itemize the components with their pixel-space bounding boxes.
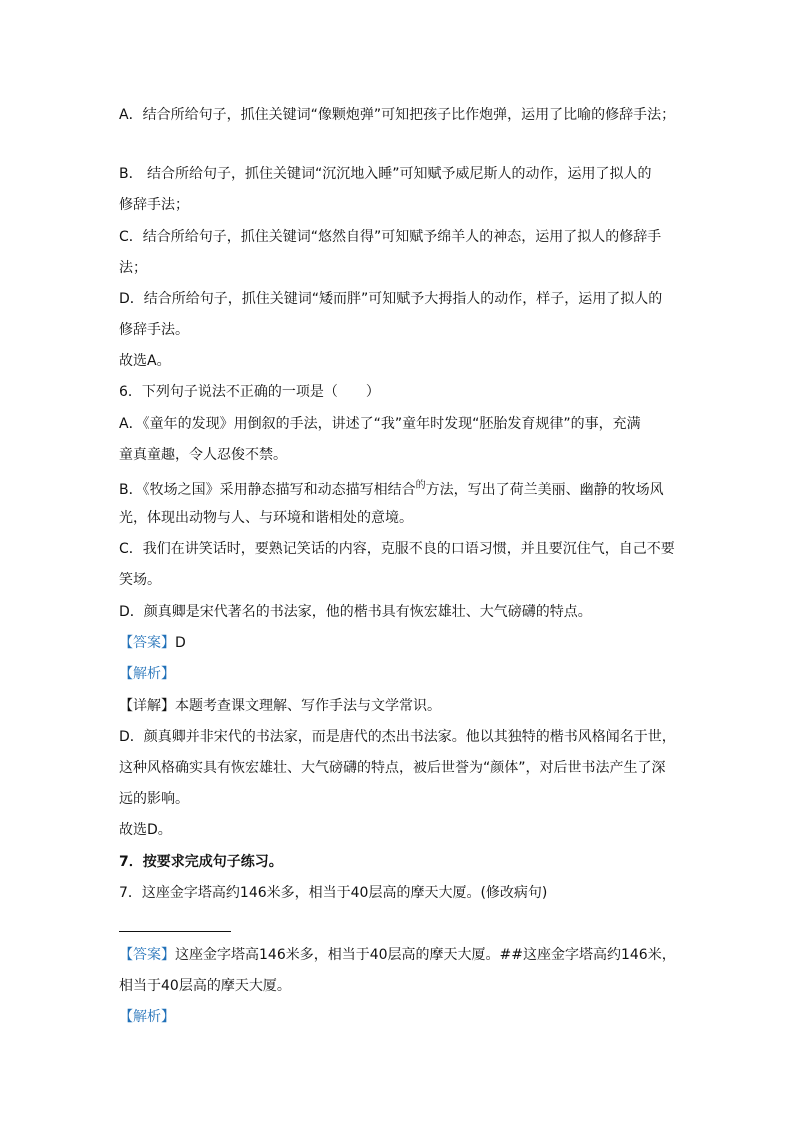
prev-option-c: C．结合所给句子，抓住关键词“悠然自得”可知赋予绵羊人的神态，运用了拟人的修辞手 (119, 229, 662, 245)
answer-value: 这座金字塔高146米多，相当于40层高的摩天大厦。##这座金字塔高约146米， (175, 947, 676, 963)
q7-answer-cont: 相当于40层高的摩天大厦。 (119, 978, 291, 994)
q6-option-b (119, 476, 689, 500)
q6-explanation-2: 这种风格确实具有恢宏雄壮、大气磅礴的特点，被后世誉为“颜体”，对后世书法产生了深 (119, 760, 666, 776)
q7-analysis-label: 【解析】 (119, 1009, 175, 1025)
q6-option-b-part2: 方法，写出了荷兰美丽、幽静的牧场风 (425, 482, 664, 498)
q6-detail: 【详解】本题考查课文理解、写作手法与文学常识。 (119, 698, 441, 714)
q7-heading: 7．按要求完成句子练习。 (119, 854, 283, 870)
q7-stem: 7．这座金字塔高约146米多，相当于40层高的摩天大厦。(修改病句) (119, 885, 548, 901)
q6-analysis-label: 【解析】 (119, 666, 175, 682)
prev-option-a: A．结合所给句子，抓住关键词“像颗炮弹”可知把孩子比作炮弹，运用了比喻的修辞手法； (119, 107, 676, 123)
prev-option-d: D．结合所给句子，抓住关键词“矮而胖”可知赋予大拇指人的动作，样子，运用了拟人的 (119, 291, 663, 307)
q6-option-b-sup: 的 (415, 480, 426, 491)
prev-conclusion: 故选A。 (119, 353, 171, 369)
q6-answer (119, 633, 689, 653)
answer-label: 【答案】 (119, 635, 175, 651)
q7-answer (119, 945, 689, 965)
q6-explanation-3: 远的影响。 (119, 791, 189, 807)
q6-explanation-1: D．颜真卿并非宋代的书法家，而是唐代的杰出书法家。他以其独特的楷书风格闻名于世， (119, 729, 676, 745)
q6-option-c: C．我们在讲笑话时，要熟记笑话的内容，克服不良的口语习惯，并且要沉住气，自己不要 (119, 541, 675, 557)
prev-option-d-cont: 修辞手法。 (119, 322, 189, 338)
q6-option-b-cont: 光，体现出动物与人、与环境和谐相处的意境。 (119, 510, 413, 526)
prev-option-b: B． 结合所给句子，抓住关键词“沉沉地入睡”可知赋予威尼斯人的动作，运用了拟人的 (119, 166, 652, 182)
prev-option-b-cont: 修辞手法； (119, 197, 189, 213)
q6-option-c-cont: 笑场。 (119, 572, 161, 588)
q6-option-a: A．《童年的发现》用倒叙的手法，讲述了“我”童年时发现“胚胎发育规律”的事，充满 (119, 416, 641, 432)
answer-label: 【答案】 (119, 947, 175, 963)
q6-option-a-cont: 童真童趣，令人忍俊不禁。 (119, 447, 287, 463)
answer-value: D (175, 635, 186, 651)
q6-conclusion: 故选D。 (119, 822, 172, 838)
answer-blank-line (119, 931, 231, 932)
q6-option-b-part1: B．《牧场之国》采用静态描写和动态描写相结合 (119, 482, 416, 498)
q6-option-d: D．颜真卿是宋代著名的书法家，他的楷书具有恢宏雄壮、大气磅礴的特点。 (119, 604, 592, 620)
prev-option-c-cont: 法； (119, 260, 147, 276)
q6-stem: 6．下列句子说法不正确的一项是（ ） (119, 384, 380, 400)
